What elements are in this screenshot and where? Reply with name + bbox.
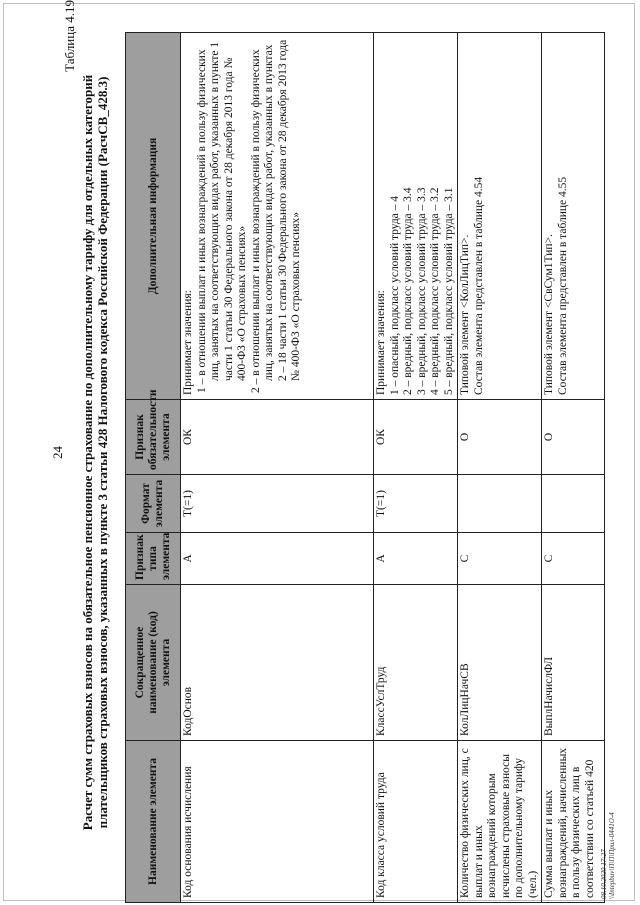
cell-code: КолЛицНачСВ [458,585,542,741]
table-row [542,33,605,903]
info-line: 3 – вредный, подкласс условий труда – 3.3 [415,187,428,395]
table-row [458,33,542,903]
cell-info [374,33,458,400]
info-line: Состав элемента представлен в таблице 4.54 [472,176,485,395]
info-line: 1 – опасный, подкласс условий труда – 4 [388,195,401,395]
cell-code: КлассУслТруд [374,585,458,741]
elements-table [125,32,605,903]
info-line: Типовой элемент <СвСум1Тип>. [543,234,555,395]
cell-name: Код класса условий труда [374,741,458,903]
cell-required: О [458,400,542,475]
cell-format [542,475,605,533]
table-row [181,33,374,903]
cell-name: Код основания исчисления [181,741,374,903]
footer-line: \\Intepbuv\П\П\Прил-0441О-4 [608,812,616,899]
title-line: Расчет сумм страховых взносов на обязательное пенсионное страхование по дополнительному тарифу для отдельных категорий [80,74,95,831]
page-number: 24 [50,446,65,459]
cell-code: КодОснов [181,585,374,741]
cell-format: T(=1) [374,475,458,533]
info-line: 4 – вредный, подкласс условий труда – 3.2 [429,187,441,395]
cell-info [542,33,605,400]
header-required: Признак обязательности элемента [126,400,181,475]
footer-line: 08.10.2020 17:27 [600,849,608,899]
header-type: Признак типа элемента [126,533,181,585]
cell-type: С [458,533,542,585]
info-line: 1 – в отношении выплат и иных вознаграждений в пользу физических лиц, занятых на соответствующих видах работ, указанных в пункте 1 части 1 статьи 30 Федерального закона от 28 декабря 2013 года № 400-ФЗ «О страховых пенсиях» [195,41,248,393]
info-line: 2 – в отношении выплат и иных вознаграждений в пользу физических лиц, занятых на соответствующих видах работ, указанных в пунктах 2 – 18 части 1 статьи 30 Федерального закона от 28 декабря 2013 года № 400-ФЗ «О страховых пенсиях» [249,39,302,393]
cell-info [458,33,542,400]
table-label: Таблица 4.19 [62,0,77,72]
cell-required: О [542,400,605,475]
header-code: Сокращенное наименование (код) элемента [126,585,181,741]
header-info: Дополнительная информация [126,33,181,400]
cell-name: Сумма выплат и иных вознаграждений, начисленных в пользу физических лиц в соответствии со статьей 420 [542,741,605,903]
cell-required: ОК [181,400,374,475]
cell-required: ОК [374,400,458,475]
cell-type: С [542,533,605,585]
cell-name: Количество физических лиц, с выплат и иных вознаграждений которым исчислены страховые взносы по дополнительному тарифу (чел.) [458,741,542,903]
cell-code: ВыплНачислФЛ [542,585,605,741]
table-title [80,0,110,905]
header-name: Наименование элемента [126,741,181,903]
cell-info [181,33,374,400]
info-line: Состав элемента представлен в таблице 4.55 [556,176,569,395]
title-line: плательщиков страховых взносов, указанных в пункте 3 статьи 428 Налогового кодекса Российской Федерации (РасчСВ_428.3) [95,76,110,829]
cell-type: А [181,533,374,585]
cell-format [458,475,542,533]
table-row [374,33,458,903]
footer-stamp [600,812,616,899]
table-header-row [126,33,181,903]
info-line: 2 – вредный, подкласс условий труда – 3.4 [402,187,414,395]
cell-type: А [374,533,458,585]
header-format: Формат элемента [126,475,181,533]
info-line: Типовой элемент <КолЛицТип>. [459,234,471,395]
info-line: Принимает значения: [375,290,387,395]
info-line: Принимает значения: [182,290,194,395]
info-line: 5 – вредный, подкласс условий труда – 3.1 [442,187,455,395]
cell-format: T(=1) [181,475,374,533]
